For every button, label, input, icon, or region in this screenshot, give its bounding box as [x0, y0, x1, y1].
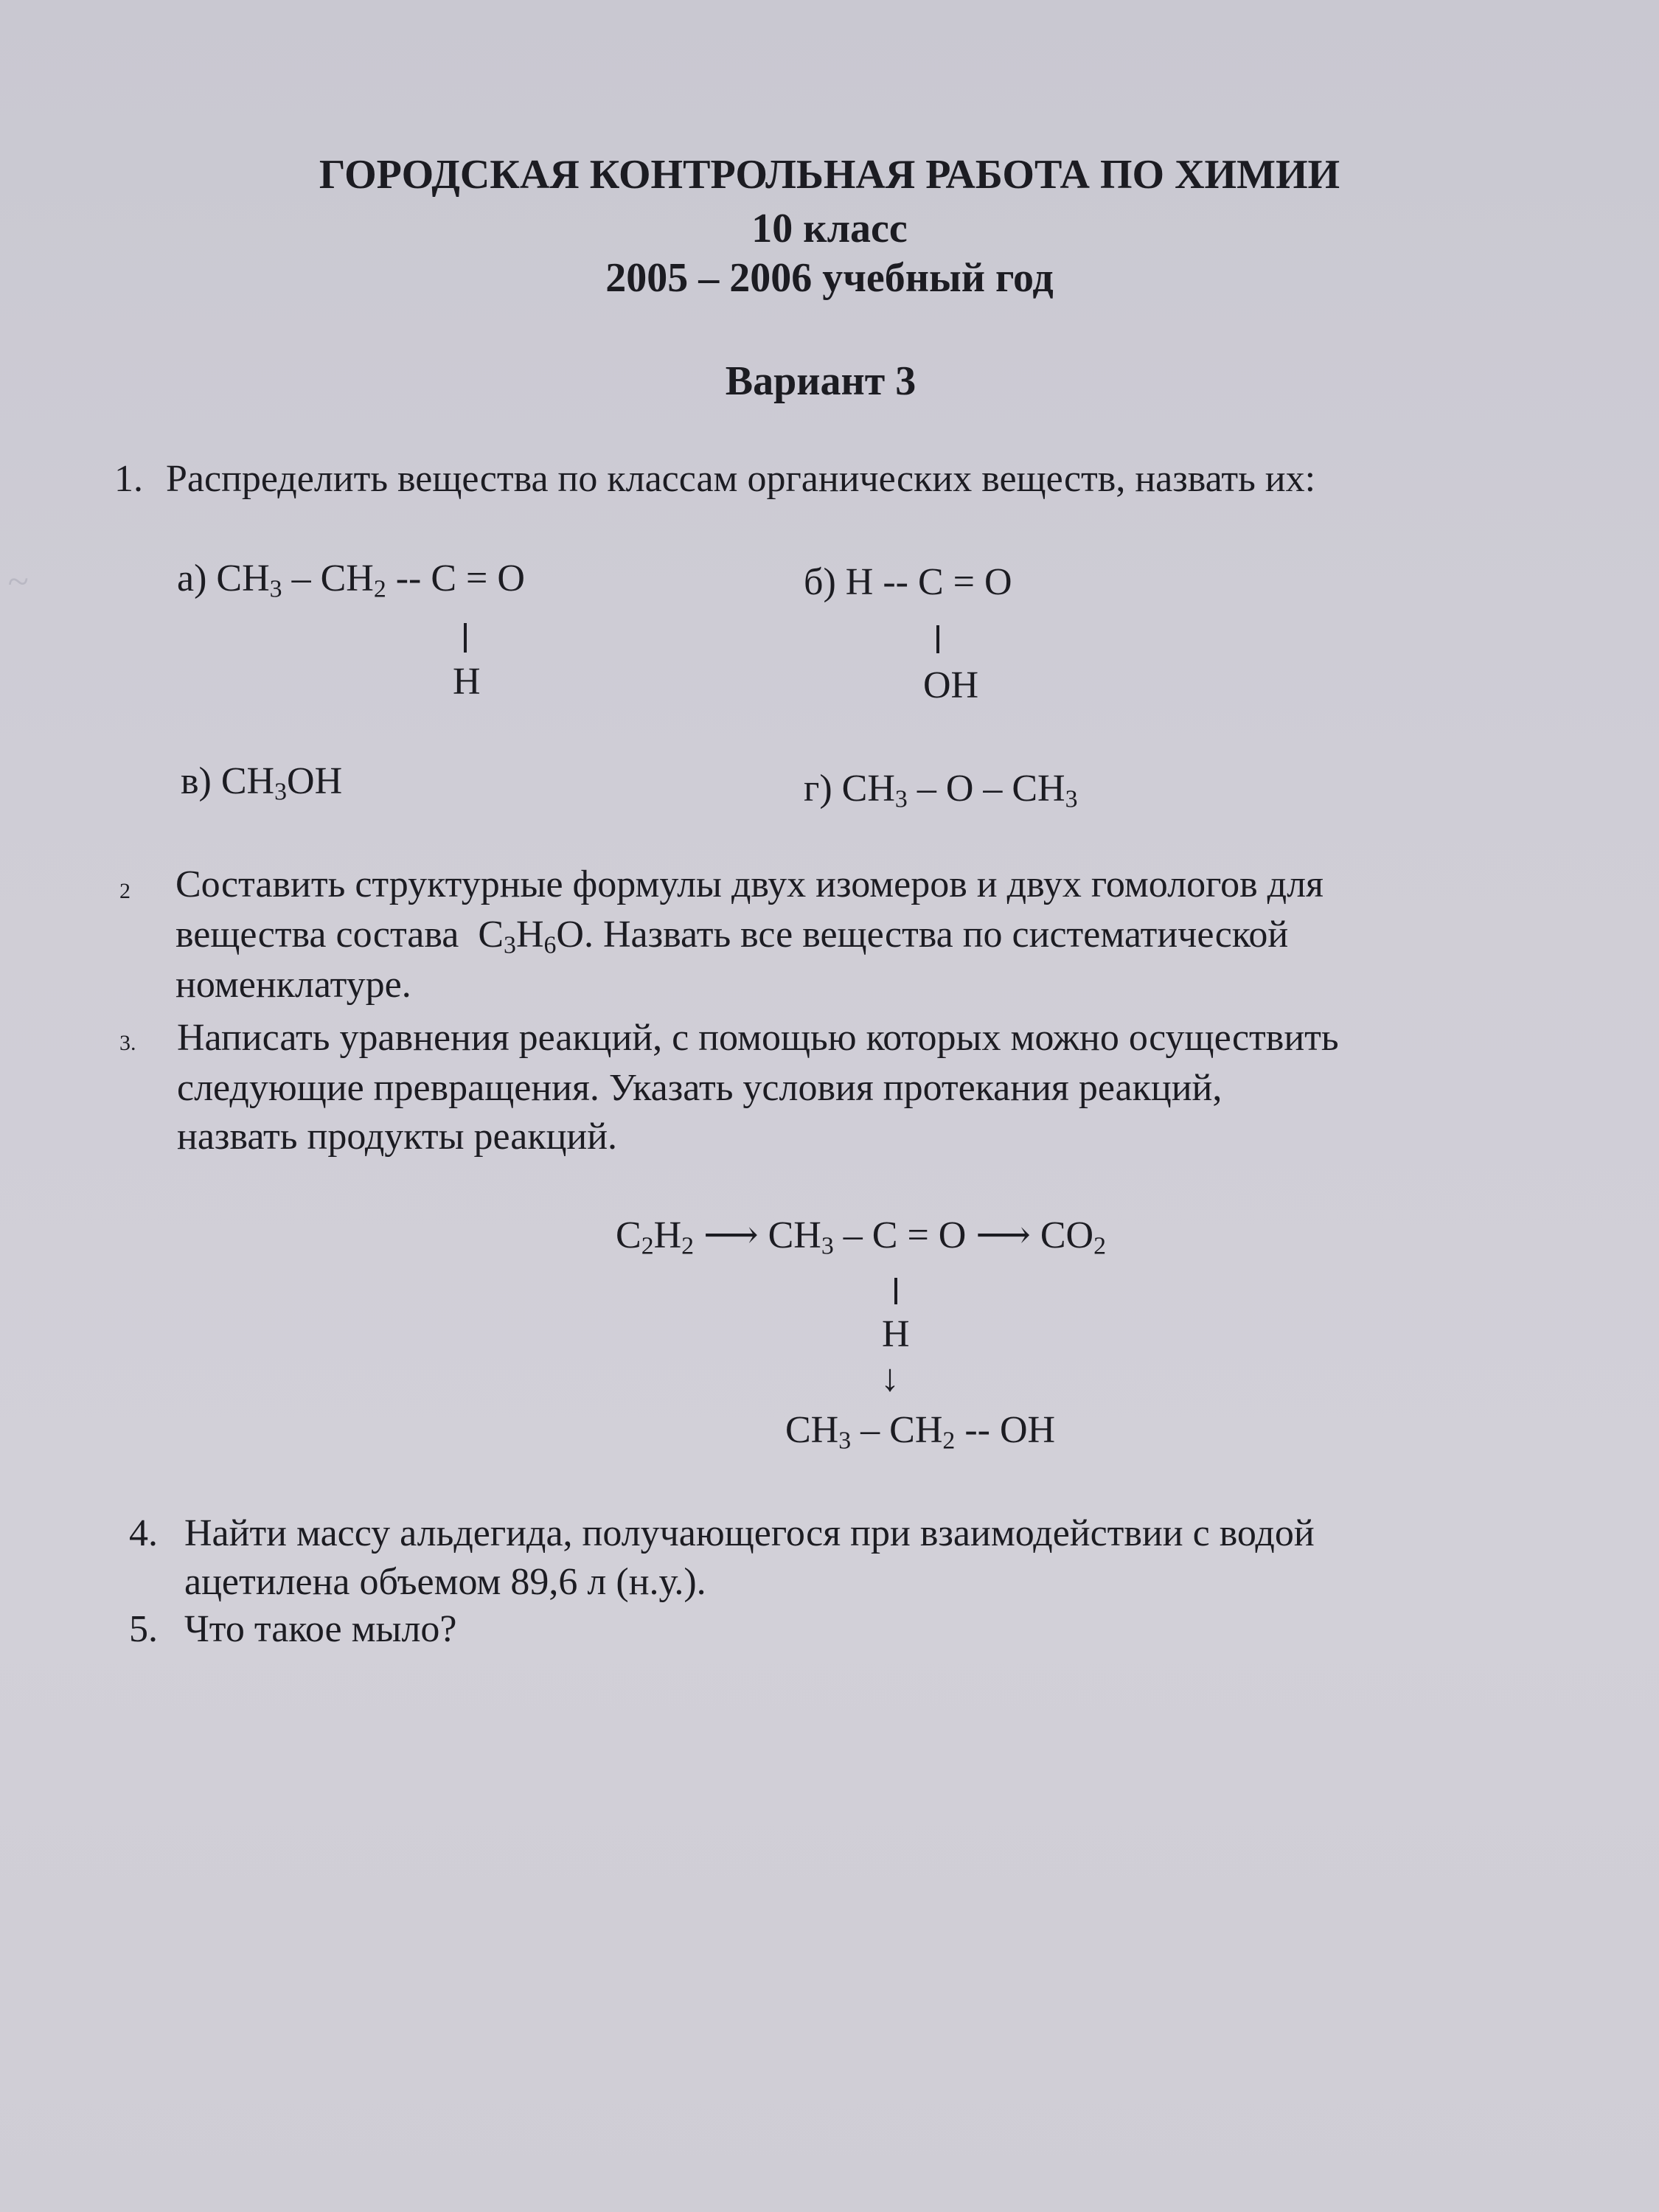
q1-formula-v: в) $CH_3OH$ [181, 760, 343, 806]
q1-a-label: а) [177, 557, 207, 599]
q1-a-h: H [453, 661, 481, 703]
q2-line3: номенклатуре. [175, 964, 411, 1006]
q3-scheme-h: H [882, 1313, 910, 1355]
q1-g-label: г) [804, 768, 832, 810]
grade-label: 10 класс [751, 206, 908, 251]
q3-number: 3. [119, 1031, 136, 1055]
q2-line2 [175, 913, 1289, 959]
q1-v-label: в) [181, 760, 212, 802]
q1-b-label: б) [804, 561, 836, 603]
page-title: ГОРОДСКАЯ КОНТРОЛЬНАЯ РАБОТА ПО ХИМИИ [319, 152, 1340, 198]
q2-line2-pre: вещества состава [175, 914, 459, 956]
q3-line2: следующие превращения. Указать условия протекания реакций, [177, 1067, 1222, 1109]
margin-pencil-mark: ~ [7, 561, 29, 603]
q4-number: 4. [129, 1512, 158, 1554]
q5-number: 5. [129, 1608, 158, 1650]
q4-line1: Найти массу альдегида, получающегося при взаимодействии с водой [184, 1512, 1315, 1554]
q1-b-vertical-bond [936, 625, 939, 653]
q5-text: Что такое мыло? [184, 1608, 457, 1650]
q3-scheme-ethanol: $CH_3 - CH_2$ -- OH [785, 1409, 1056, 1455]
q2-line2-post: . Назвать все вещества по систематической [583, 914, 1289, 956]
q2-formula: $C_3H_6O$ [478, 914, 584, 959]
variant-label: Вариант 3 [725, 358, 917, 404]
q2-line1: Составить структурные формулы двух изомеров и двух гомологов для [175, 863, 1324, 905]
q4-line2: ацетилена объемом 89,6 л (н.у.). [184, 1561, 706, 1603]
q3-line3: назвать продукты реакций. [177, 1116, 618, 1158]
q1-number: 1. [114, 458, 143, 500]
q1-formula-b: б) H -- C = O [804, 561, 1012, 603]
q2-number: 2 [119, 879, 131, 903]
q3-line1: Написать уравнения реакций, с помощью которых можно осуществить [177, 1017, 1339, 1059]
q3-scheme-down-arrow-icon: ↓ [880, 1357, 900, 1399]
q1-formula-g: г) $CH_3$ – O – $CH_3$ [804, 768, 1078, 813]
school-year: 2005 – 2006 учебный год [605, 255, 1054, 301]
q1-text: Распределить вещества по классам органических веществ, назвать их: [166, 458, 1316, 500]
q3-scheme-vertical-bond [894, 1278, 897, 1304]
q3-scheme-main: $C_2H_2$ ⟶ $CH_3 - C = O$ ⟶ $CO_2$ [616, 1214, 1107, 1260]
q1-a-vertical-bond [464, 623, 467, 653]
q1-b-oh: OH [923, 664, 979, 706]
q1-formula-a: а) $CH_3 - CH_2 -- C = O$ [177, 557, 525, 603]
